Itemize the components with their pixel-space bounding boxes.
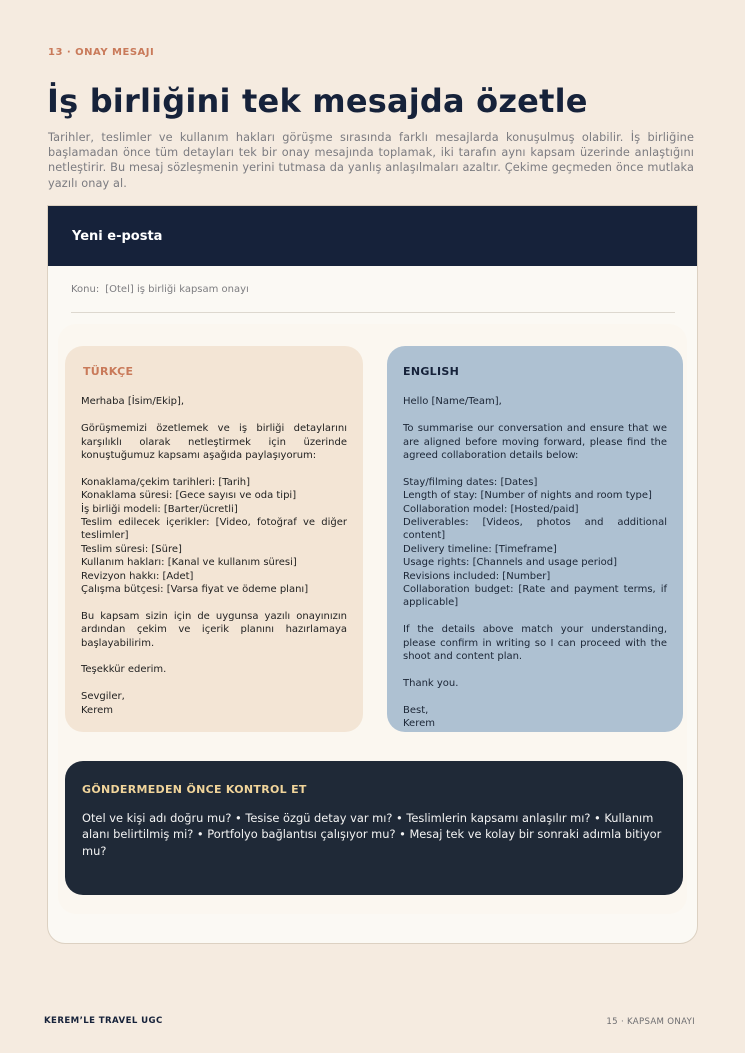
checklist-box xyxy=(65,761,683,895)
turkish-name: Kerem xyxy=(81,704,113,716)
turkish-detail-item: Teslim süresi: [Süre] xyxy=(81,543,182,555)
subject-divider xyxy=(71,312,675,313)
turkish-detail-item: Konaklama/çekim tarihleri: [Tarih] xyxy=(81,476,250,488)
turkish-detail-item: Konaklama süresi: [Gece sayısı ve oda tipi] xyxy=(81,490,297,502)
subject-value: [Otel] iş birliği kapsam onayı xyxy=(105,284,249,295)
english-detail-item: Deliverables: [Videos, photos and additional content] xyxy=(403,517,667,542)
turkish-template xyxy=(65,346,363,732)
english-detail-item: Collaboration budget: [Rate and payment terms, if applicable] xyxy=(403,584,667,609)
turkish-detail-item: Teslim edilecek içerikler: [Video, fotoğraf ve diğer teslimler] xyxy=(81,517,347,542)
turkish-closing: Bu kapsam sizin için de uygunsa yazılı onayınızın ardından çekim ve içerik planını hazırlamaya başlayabilirim. xyxy=(81,610,347,649)
turkish-signoff: Sevgiler, xyxy=(81,691,125,703)
english-label: ENGLISH xyxy=(403,365,460,378)
english-template xyxy=(387,346,683,732)
email-header: Yeni e-posta xyxy=(48,206,697,266)
turkish-detail-item: Çalışma bütçesi: [Varsa fiyat ve ödeme planı] xyxy=(81,584,309,596)
checklist-body: Otel ve kişi adı doğru mu? • Tesise özgü detay var mı? • Teslimlerin kapsamı anlaşılır mı? • Kullanım alanı belirtilmiş mi? • Portfolyo bağlantısı çalışıyor mu? • Mesaj tek ve kolay bir sonraki adımla bitiyor mu? xyxy=(82,811,662,858)
section-kicker: 13 · ONAY MESAJI xyxy=(48,47,155,58)
english-detail-item: Length of stay: [Number of nights and room type] xyxy=(403,490,652,502)
english-signature xyxy=(403,704,667,731)
english-greeting: Hello [Name/Team], xyxy=(403,396,502,408)
english-detail-item: Delivery timeline: [Timeframe] xyxy=(403,543,557,555)
footer-brand: KEREM’LE TRAVEL UGC xyxy=(44,1016,163,1026)
english-detail-item: Usage rights: [Channels and usage period] xyxy=(403,557,618,569)
turkish-thanks: Teşekkür ederim. xyxy=(81,664,167,676)
turkish-greeting: Merhaba [İsim/Ekip], xyxy=(81,396,185,408)
english-thanks: Thank you. xyxy=(403,677,459,689)
turkish-details xyxy=(81,476,347,597)
english-detail-item: Revisions included: [Number] xyxy=(403,570,551,582)
turkish-detail-item: İş birliği modeli: [Barter/ücretli] xyxy=(81,503,238,515)
subject-label: Konu: xyxy=(71,284,100,295)
english-details xyxy=(403,476,667,610)
intro-paragraph: Tarihler, teslimler ve kullanım hakları görüşme sırasında farklı mesajlarda konuşulmuş olabilir. İş birliğine başlamadan önce tüm detayları tek bir onay mesajında toplamak, iki tarafın aynı kapsam üzerinde anlaştığını netleştirir. Bu mesaj sözleşmenin yerini tutmasa da yanlış anlaşılmaları azaltır. Çekime geçmeden önce mutlaka yazılı onay al. xyxy=(48,131,694,190)
english-signoff: Best, xyxy=(403,704,429,716)
checklist-title: GÖNDERMEDEN ÖNCE KONTROL ET xyxy=(82,783,307,796)
turkish-detail-item: Kullanım hakları: [Kanal ve kullanım süresi] xyxy=(81,557,297,569)
english-detail-item: Stay/filming dates: [Dates] xyxy=(403,476,538,488)
english-opening: To summarise our conversation and ensure that we are aligned before moving forward, please find the agreed collaboration details below: xyxy=(403,423,667,462)
page-title: İş birliğini tek mesajda özetle xyxy=(47,82,588,120)
subject-row xyxy=(71,284,675,295)
turkish-signature xyxy=(81,690,347,717)
turkish-opening: Görüşmemizi özetlemek ve iş birliği detaylarını karşılıklı olarak netleştirmek için üzerinde konuştuğumuz kapsamı aşağıda paylaşıyorum: xyxy=(81,423,347,462)
turkish-label: TÜRKÇE xyxy=(83,365,134,378)
english-closing: If the details above match your understanding, please confirm in writing so I can proceed with the shoot and content plan. xyxy=(403,624,667,663)
english-name: Kerem xyxy=(403,718,435,730)
turkish-detail-item: Revizyon hakkı: [Adet] xyxy=(81,570,194,582)
footer-page: 15 · KAPSAM ONAYI xyxy=(606,1017,695,1027)
english-detail-item: Collaboration model: [Hosted/paid] xyxy=(403,503,579,515)
email-mockup xyxy=(47,205,698,944)
